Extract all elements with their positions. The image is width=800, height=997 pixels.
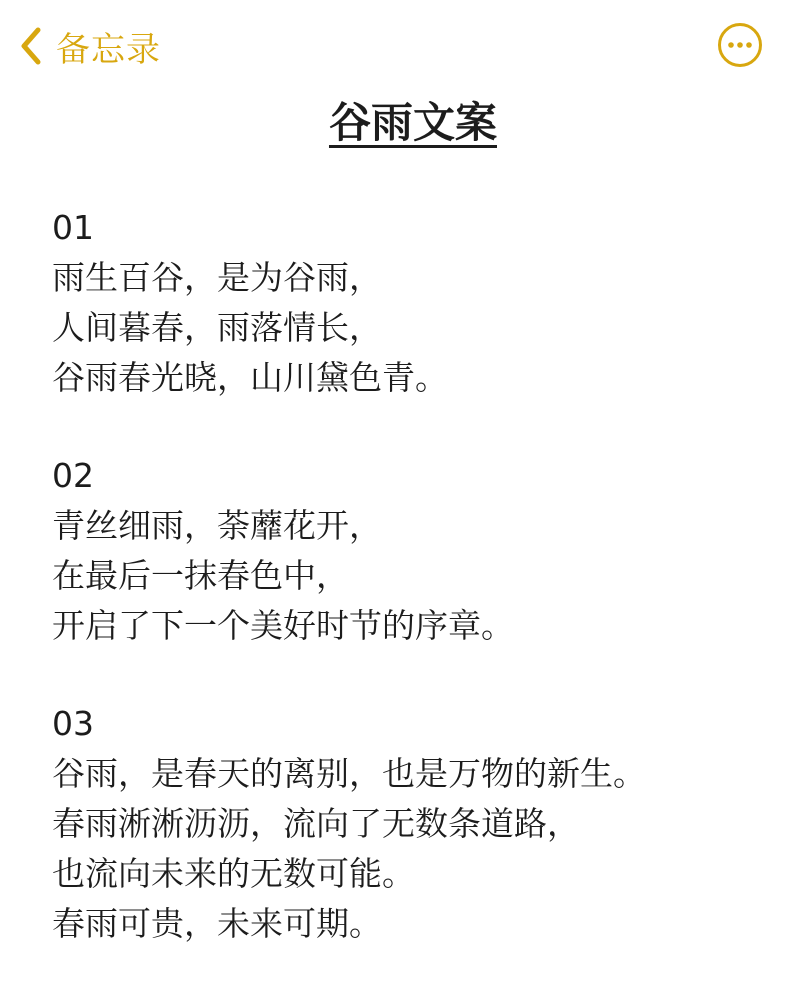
note-line: 谷雨春光晓，山川黛色青。 [52,358,448,397]
note-line: 也流向未来的无数可能。 [52,854,415,893]
note-section-01 [52,203,792,403]
note-line: 雨生百谷，是为谷雨， [52,258,382,297]
note-line: 人间暮春，雨落情长， [52,308,382,347]
section-number: 02 [52,456,94,495]
note-section-02 [52,451,792,651]
note-section-03 [52,699,792,949]
note-line: 春雨可贵，未来可期。 [52,904,382,943]
note-title: 谷雨文案 [328,98,497,147]
note-body[interactable] [52,203,792,997]
section-number: 03 [52,704,94,743]
navigation-bar [0,0,800,92]
section-number: 01 [52,208,94,247]
note-line: 春雨淅淅沥沥，流向了无数条道路， [52,804,580,843]
note-line: 青丝细雨，荼蘼花开， [52,506,382,545]
note-line: 在最后一抹春色中， [52,556,349,595]
back-button-label: 备忘录 [56,29,161,70]
back-button[interactable] [14,22,161,70]
chevron-left-icon [14,24,48,68]
note-line: 谷雨，是春天的离别，也是万物的新生。 [52,754,646,793]
note-line: 开启了下一个美好时节的序章。 [52,606,514,645]
more-options-button[interactable] [717,22,763,68]
ellipsis-circle-icon [717,22,763,68]
